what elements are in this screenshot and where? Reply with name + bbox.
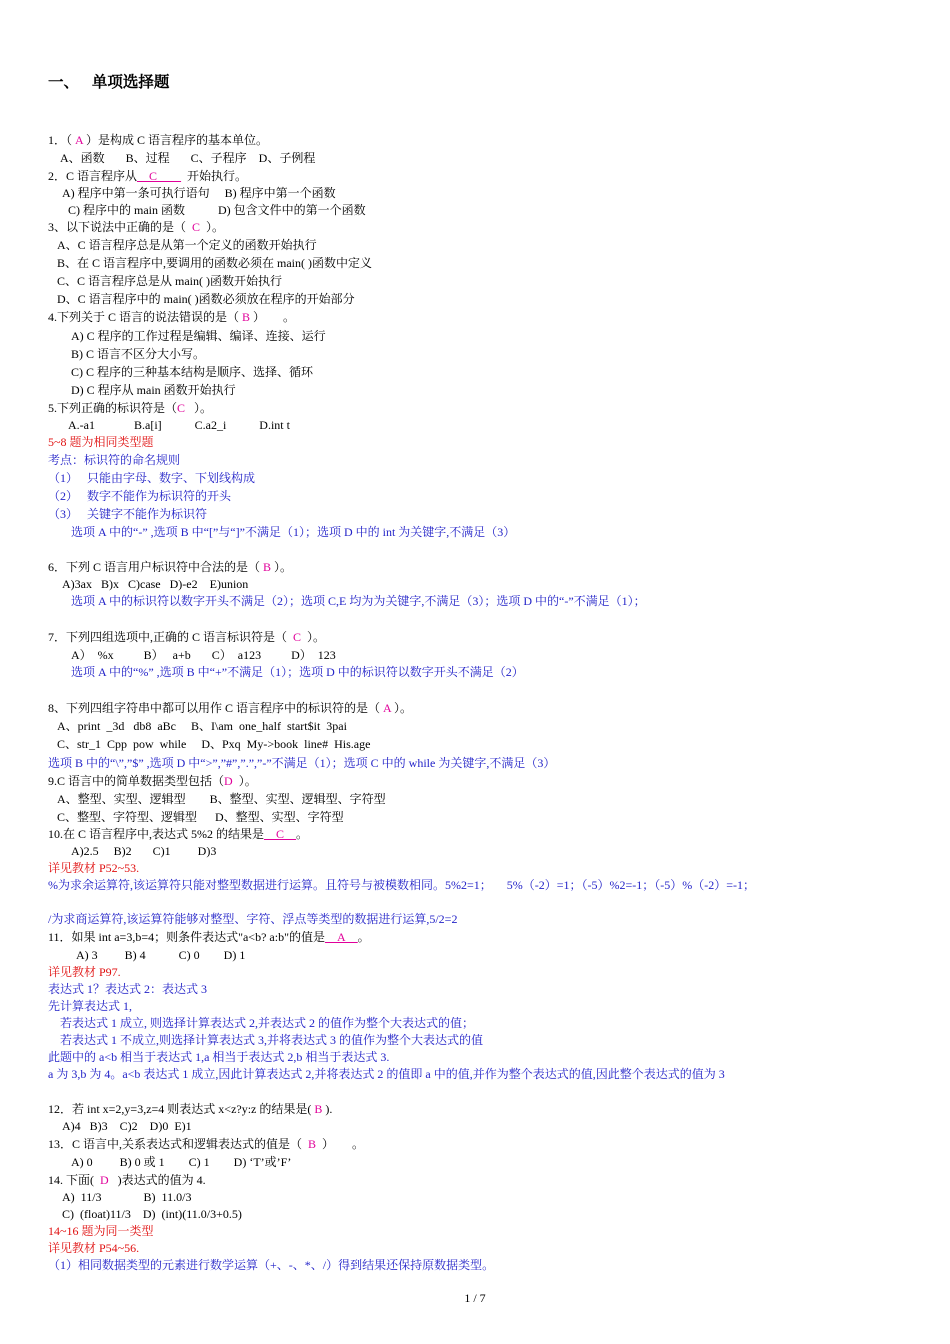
line-text: A)2.5 B)2 C)1 D)3 xyxy=(71,844,217,858)
line-text: 9.C 语言中的简单数据类型包括（ xyxy=(48,774,225,788)
text-line xyxy=(57,737,370,752)
text-line xyxy=(57,792,386,807)
text-line xyxy=(48,1224,154,1239)
line-text: A) C 程序的工作过程是编辑、编译、连接、运行 xyxy=(71,329,326,343)
text-line xyxy=(71,525,515,540)
page-number: 1 / 7 xyxy=(464,1291,486,1305)
line-text: 5~8 题为相同类型题 xyxy=(48,435,154,449)
line-text: ）是构成 C 语言程序的基本单位。 xyxy=(83,133,269,147)
text-line xyxy=(57,719,347,734)
line-text: ）。 xyxy=(232,774,257,788)
line-text: 2．C 语言程序从 xyxy=(48,169,138,183)
line-text: 。 xyxy=(296,827,309,841)
line-text: 4.下列关于 C 语言的说法错误的是（ xyxy=(48,310,243,324)
text-line xyxy=(48,1258,494,1273)
line-text: 8、下列四组字符串中都可以用作 C 语言程序中的标识符的是（ xyxy=(48,701,384,715)
text-line xyxy=(57,292,355,307)
line-text: C、str_1 Cpp pow while D、Pxq My->book line# His.age xyxy=(57,737,371,751)
text-line xyxy=(71,329,326,344)
text-line xyxy=(71,594,646,609)
text-line xyxy=(48,471,255,486)
line-text: C) C 程序的三种基本结构是顺序、选择、循环 xyxy=(71,365,314,379)
text-line xyxy=(48,827,308,842)
line-text: ). xyxy=(322,1102,333,1116)
text-line xyxy=(62,186,336,201)
text-line xyxy=(48,912,457,927)
line-text: 11．如果 int a=3,b=4；则条件表达式"a<b? a:b"的值是 xyxy=(48,930,325,944)
text-line xyxy=(71,648,336,663)
text-line xyxy=(48,1173,206,1188)
text-line xyxy=(48,133,268,148)
answer-mark: B xyxy=(242,310,251,324)
text-line xyxy=(68,418,290,433)
text-line xyxy=(48,1241,139,1256)
text-line xyxy=(57,256,372,271)
answer-mark: C xyxy=(177,401,186,415)
line-text: 6．下列 C 语言用户标识符中合法的是（ xyxy=(48,560,264,574)
line-text: 5.下列正确的标识符是（ xyxy=(48,401,178,415)
answer-mark: __C____ xyxy=(137,169,182,183)
line-text: 14. 下面( xyxy=(48,1173,100,1187)
answer-mark: C xyxy=(192,220,201,234)
line-text: A、整型、实型、逻辑型 B、整型、实型、逻辑型、字符型 xyxy=(57,792,386,806)
line-text: ） 。 xyxy=(316,1137,365,1151)
line-text: /为求商运算符,该运算符能够对整型、字符、浮点等类型的数据进行运算,5/2=2 xyxy=(48,912,458,926)
text-line xyxy=(48,401,212,416)
line-text: A、函数 B、过程 C、子程序 D、子例程 xyxy=(60,151,316,165)
line-text: （1）相同数据类型的元素进行数学运算（+、-、*、/）得到结果还保持原数据类型。 xyxy=(48,1258,495,1272)
line-text: 详见教材 P97. xyxy=(48,965,121,979)
line-text: 3、以下说法中正确的是（ xyxy=(48,220,193,234)
text-line xyxy=(48,435,154,450)
line-text: 。 xyxy=(357,930,370,944)
text-line xyxy=(48,630,325,645)
answer-mark: __A__ xyxy=(324,930,358,944)
answer-mark: D xyxy=(100,1173,109,1187)
line-text: A.-a1 B.a[i] C.a2_i D.int t xyxy=(68,418,290,432)
line-text: ） 。 xyxy=(250,310,296,324)
line-text: A)4 B)3 C)2 D)0 E)1 xyxy=(62,1119,192,1133)
text-line xyxy=(48,999,132,1014)
text-line xyxy=(71,365,313,380)
text-line xyxy=(57,238,317,253)
line-text: A) 3 B) 4 C) 0 D) 1 xyxy=(76,948,246,962)
line-text: ）。 xyxy=(271,560,293,574)
line-text: （3） 关键字不能作为标识符 xyxy=(48,507,208,521)
line-text: A)3ax B)x C)case D)-e2 E)union xyxy=(62,577,249,591)
text-line xyxy=(48,982,207,997)
text-line xyxy=(48,220,224,235)
text-line xyxy=(76,948,245,963)
line-text: 先计算表达式 1, xyxy=(48,999,133,1013)
line-text: 7．下列四组选项中,正确的 C 语言标识符是（ xyxy=(48,630,294,644)
line-text: C、整型、字符型、逻辑型 D、整型、实型、字符型 xyxy=(57,810,344,824)
line-text: 考点：标识符的命名规则 xyxy=(48,453,181,467)
line-text: （1） 只能由字母、数字、下划线构成 xyxy=(48,471,256,485)
line-text: C) 程序中的 main 函数 D) 包含文件中的第一个函数 xyxy=(68,203,366,217)
line-text: A、print _3d db8 aBc B、I\am one_half start$it 3pai xyxy=(57,719,347,733)
text-line xyxy=(48,774,257,789)
line-text: A) 程序中第一条可执行语句 B) 程序中第一个函数 xyxy=(62,186,336,200)
text-line xyxy=(48,453,180,468)
line-text: 表达式 1？表达式 2：表达式 3 xyxy=(48,982,208,996)
text-line xyxy=(62,1119,192,1134)
text-line xyxy=(48,560,292,575)
line-text: ）。 xyxy=(301,630,326,644)
answer-mark: B xyxy=(308,1137,317,1151)
text-line xyxy=(48,930,370,945)
text-line xyxy=(48,756,555,771)
line-text: a 为 3,b 为 4。a<b 表达式 1 成立,因此计算表达式 2,并将表达式 2 的值即 a 中的值,并作为整个表达式的值,因此整个表达式的值为 3 xyxy=(48,1067,725,1081)
line-text: 10.在 C 语言程序中,表达式 5%2 的结果是 xyxy=(48,827,265,841)
line-text: D) C 程序从 main 函数开始执行 xyxy=(71,383,236,397)
text-line xyxy=(71,665,524,680)
text-line xyxy=(48,1050,389,1065)
text-line xyxy=(60,1033,483,1048)
answer-mark: D xyxy=(224,774,233,788)
answer-mark: A xyxy=(75,133,84,147)
text-line xyxy=(48,965,121,980)
line-text: A) 11/3 B) 11.0/3 xyxy=(62,1190,192,1204)
text-line xyxy=(57,810,344,825)
answer-mark: B xyxy=(314,1102,323,1116)
line-text: A、C 语言程序总是从第一个定义的函数开始执行 xyxy=(57,238,317,252)
text-line xyxy=(62,577,248,592)
line-text: 14~16 题为同一类型 xyxy=(48,1224,154,1238)
text-line xyxy=(48,861,139,876)
line-text: ）。 xyxy=(391,701,413,715)
line-text: 若表达式 1 成立, 则选择计算表达式 2,并表达式 2 的值作为整个大表达式的值； xyxy=(60,1016,475,1030)
answer-mark: B xyxy=(263,560,272,574)
line-text: 选项 B 中的“\”,”$” ,选项 D 中“>”,”#”,”.”,”-”不满足（1）；选项 C 中的 while 为关键字,不满足（3） xyxy=(48,756,556,770)
text-line xyxy=(48,878,755,893)
line-text: 选项 A 中的标识符以数字开头不满足（2）；选项 C,E 均为为关键字,不满足（3）；选项 D 中的“-”不满足（1）； xyxy=(71,594,646,608)
line-text: 详见教材 P52~53. xyxy=(48,861,140,875)
answer-mark: A xyxy=(383,701,392,715)
line-text: 选项 A 中的“%” ,选项 B 中“+”不满足（1）；选项 D 中的标识符以数字开头不满足（2） xyxy=(71,665,524,679)
text-line xyxy=(60,1016,474,1031)
line-text: %为求余运算符,该运算符只能对整型数据进行运算。且符号与被模数相同。5%2=1； 5%（-2）=1；（-5）%2=-1；（-5）%（-2）=-1； xyxy=(48,878,756,892)
line-text: A） %x B） a+b C） a123 D） 123 xyxy=(71,648,336,662)
line-text: A) 0 B) 0 或 1 C) 1 D) ‘T’或’F’ xyxy=(71,1155,292,1169)
text-line xyxy=(48,310,295,325)
line-text: B) C 语言不区分大小写。 xyxy=(71,347,206,361)
line-text: 12．若 int x=2,y=3,z=4 则表达式 x<z?y:z 的结果是( xyxy=(48,1102,315,1116)
line-text: 此题中的 a<b 相当于表达式 1,a 相当于表达式 2,b 相当于表达式 3. xyxy=(48,1050,390,1064)
line-text: 详见教材 P54~56. xyxy=(48,1241,140,1255)
line-text: C、C 语言程序总是从 main( )函数开始执行 xyxy=(57,274,282,288)
text-line xyxy=(68,203,366,218)
line-text: 13．C 语言中,关系表达式和逻辑表达式的值是（ xyxy=(48,1137,309,1151)
line-text: 若表达式 1 不成立,则选择计算表达式 3,并将表达式 3 的值作为整个大表达式的值 xyxy=(60,1033,484,1047)
text-line xyxy=(57,274,282,289)
line-text: C) (float)11/3 D) (int)(11.0/3+0.5) xyxy=(62,1207,242,1221)
answer-mark: __C__ xyxy=(264,827,297,841)
line-text: D、C 语言程序中的 main( )函数必须放在程序的开始部分 xyxy=(57,292,355,306)
text-line xyxy=(71,383,236,398)
text-line xyxy=(48,701,412,716)
line-text: )表达式的值为 4. xyxy=(108,1173,206,1187)
text-line xyxy=(48,489,231,504)
text-line xyxy=(62,1190,191,1205)
text-line xyxy=(71,347,205,362)
text-line xyxy=(48,1137,364,1152)
line-text: B、在 C 语言程序中,要调用的函数必须在 main( )函数中定义 xyxy=(57,256,372,270)
answer-mark: C xyxy=(293,630,302,644)
line-text: ）。 xyxy=(200,220,225,234)
text-line xyxy=(48,169,247,184)
text-line xyxy=(48,507,207,522)
line-text: ）。 xyxy=(185,401,213,415)
text-line xyxy=(48,1102,332,1117)
text-line xyxy=(62,1207,242,1222)
section-heading: 一、 单项选择题 xyxy=(48,74,170,91)
text-line xyxy=(71,844,216,859)
text-line xyxy=(60,151,315,166)
line-text: （2） 数字不能作为标识符的开头 xyxy=(48,489,232,503)
line-text: 1．（ xyxy=(48,133,76,147)
line-text: 开始执行。 xyxy=(181,169,248,183)
text-line xyxy=(71,1155,291,1170)
line-text: 选项 A 中的“-” ,选项 B 中“[”与“]”不满足（1）；选项 D 中的 int 为关键字,不满足（3） xyxy=(71,525,516,539)
text-line xyxy=(48,1067,725,1082)
